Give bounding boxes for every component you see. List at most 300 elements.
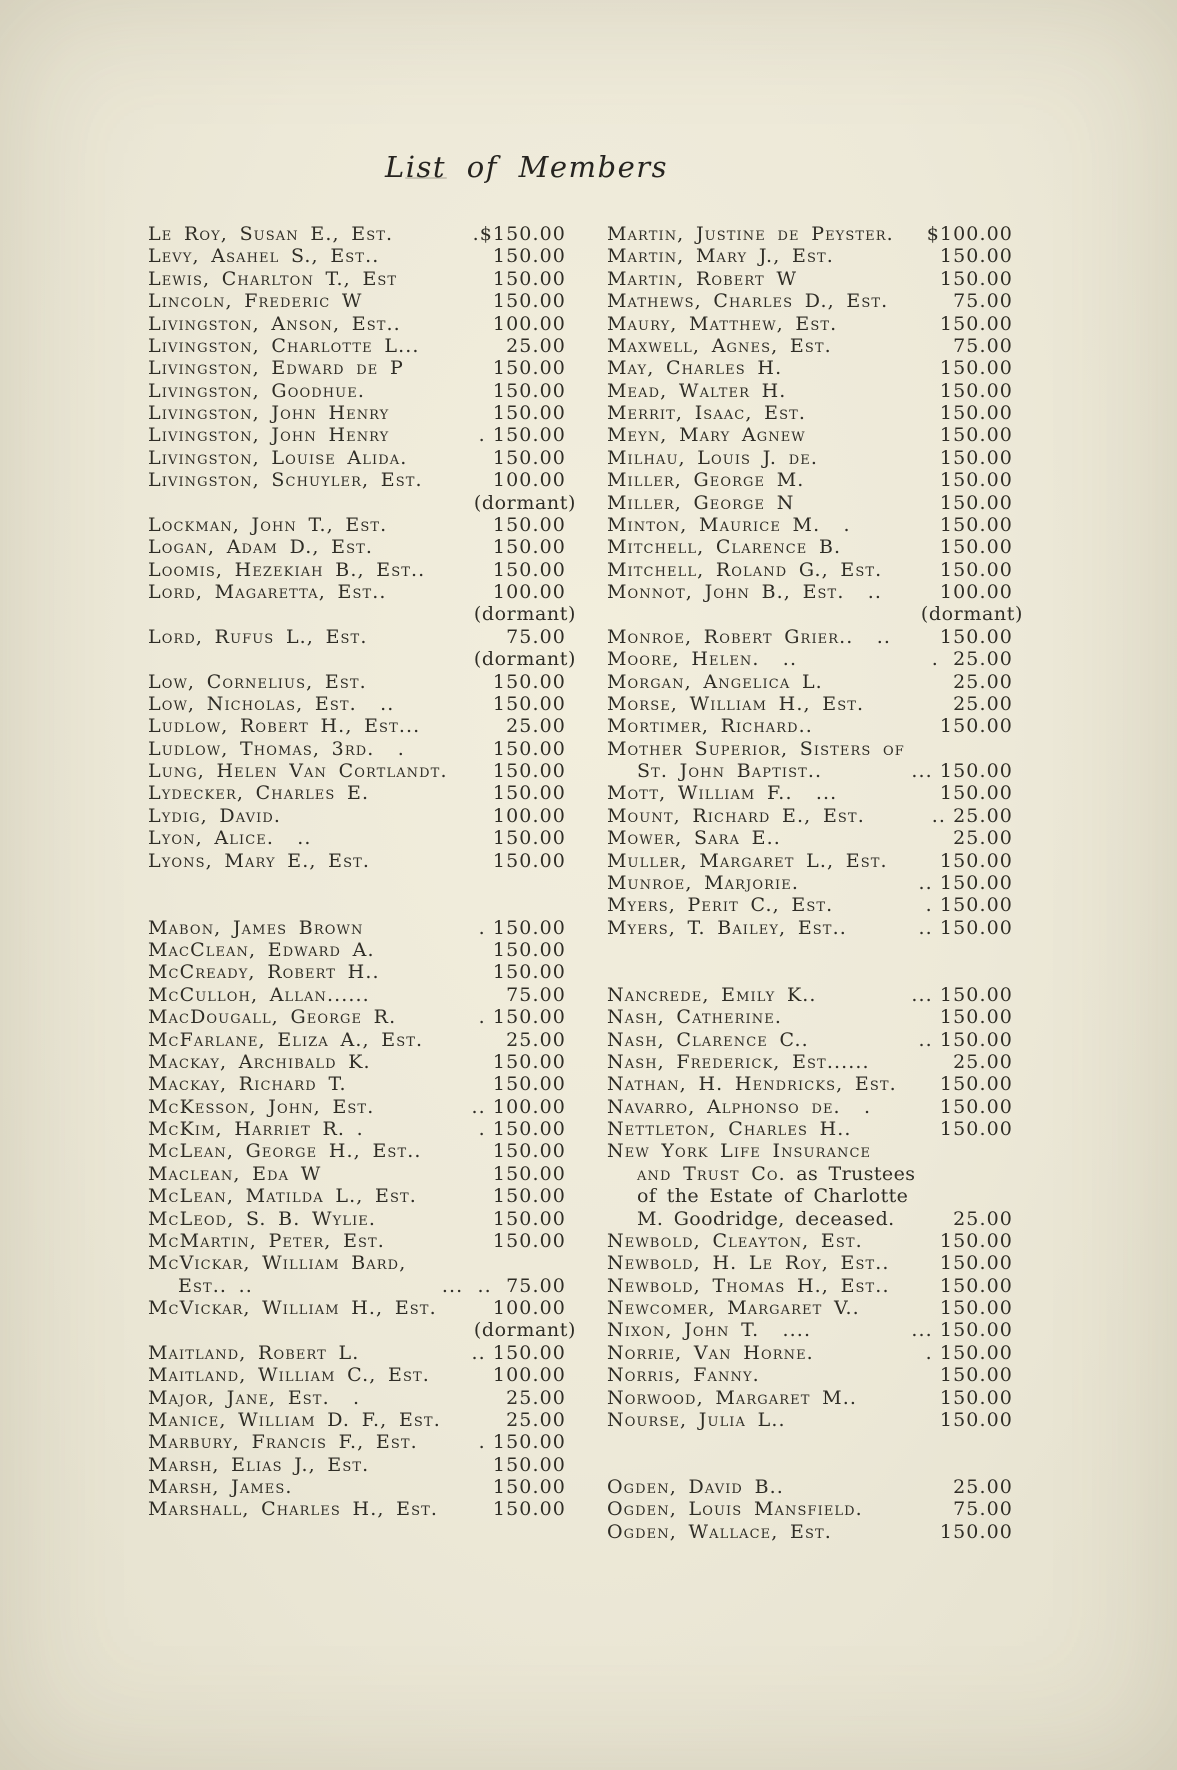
member-amount: 150.00 (492, 513, 566, 536)
member-name: McMartin, Peter, Est. (148, 1229, 385, 1252)
member-row (148, 1051, 566, 1073)
member-name: and Trust Co. as Trustees (637, 1162, 916, 1185)
member-amount: 25.00 (953, 670, 1013, 693)
member-row (148, 984, 566, 1006)
member-amount: 150.00 (492, 558, 566, 581)
member-amount: .. 25.00 (931, 804, 1013, 827)
member-row (148, 402, 566, 424)
member-amount: 150.00 (939, 849, 1013, 872)
member-row (607, 1208, 1013, 1230)
member-row (148, 1297, 566, 1319)
member-row (148, 559, 566, 581)
dormant-label: (dormant) (920, 603, 1023, 626)
member-name: Livingston, Charlotte L... (148, 334, 420, 357)
member-name: Mitchell, Roland G., Est. (607, 558, 883, 581)
member-amount: 150.00 (939, 312, 1013, 335)
member-amount: 150.00 (492, 1476, 566, 1498)
member-row (148, 1163, 566, 1185)
member-amount: 150.00 (939, 1229, 1013, 1252)
member-amount: 150.00 (492, 849, 566, 872)
member-amount: 150.00 (492, 402, 566, 424)
member-amount: . 150.00 (925, 894, 1013, 917)
member-amount: 25.00 (506, 1028, 566, 1051)
member-amount: .. 100.00 (471, 1095, 566, 1118)
member-name: Lydecker, Charles E. (148, 782, 370, 805)
member-row (607, 760, 1013, 782)
member-amount: 150.00 (939, 625, 1013, 648)
member-row (148, 939, 566, 961)
member-name: Mackay, Richard T. (148, 1073, 347, 1096)
member-name: May, Charles H. (607, 357, 783, 380)
member-row (148, 626, 566, 648)
member-row (148, 223, 566, 245)
member-name: Nourse, Julia L.. (607, 1408, 786, 1431)
member-name: Marshall, Charles H., Est. (148, 1498, 438, 1521)
member-name: MacClean, Edward A. (148, 939, 375, 961)
member-row (607, 738, 1013, 760)
member-name: McKim, Harriet R. . (148, 1118, 364, 1140)
member-amount: 150.00 (939, 513, 1013, 536)
member-name: MacDougall, George R. (148, 1006, 397, 1029)
member-name: McKesson, John, Est. (148, 1095, 375, 1118)
member-amount: . 150.00 (478, 1431, 566, 1454)
member-row (607, 245, 1013, 267)
member-amount: 150.00 (492, 1162, 566, 1185)
member-amount: 150.00 (492, 692, 566, 715)
member-name: St. John Baptist.. (637, 760, 823, 782)
member-name: Ogden, David B.. (607, 1476, 784, 1498)
member-name: Morgan, Angelica L. (607, 670, 823, 693)
member-amount: 75.00 (506, 625, 566, 648)
member-amount: 100.00 (492, 581, 566, 603)
member-name: Livingston, Goodhue. (148, 379, 365, 402)
member-name: Martin, Robert W (607, 267, 798, 290)
member-row (607, 1140, 1013, 1162)
member-row (607, 559, 1013, 581)
member-amount: 100.00 (492, 1364, 566, 1387)
member-name: Mother Superior, Sisters of (607, 737, 905, 760)
member-row (607, 536, 1013, 558)
member-name: McCulloh, Allan...... (148, 983, 370, 1006)
member-name: Newcomer, Margaret V.. (607, 1297, 860, 1319)
member-name: Martin, Mary J., Est. (607, 245, 834, 268)
member-name: Newbold, Thomas H., Est.. (607, 1274, 890, 1297)
member-name: Munroe, Marjorie. (607, 871, 799, 894)
member-name: Nettleton, Charles H.. (607, 1118, 852, 1140)
member-row (607, 872, 1013, 894)
member-name: Est.. .. (178, 1274, 253, 1297)
member-row (148, 738, 566, 760)
member-amount: 150.00 (492, 782, 566, 805)
member-row (607, 1319, 1013, 1341)
member-amount: 150.00 (492, 1185, 566, 1208)
member-row (148, 380, 566, 402)
member-row (607, 782, 1013, 804)
member-name: Ogden, Wallace, Est. (607, 1520, 832, 1543)
dormant-row (148, 491, 576, 514)
member-name: Lincoln, Frederic W (148, 290, 363, 313)
member-name: Mabon, James Brown (148, 916, 364, 939)
member-amount: . 150.00 (478, 424, 566, 447)
member-row (607, 805, 1013, 827)
member-name: Ludlow, Thomas, 3rd. . (148, 737, 405, 760)
member-name: Levy, Asahel S., Est.. (148, 245, 380, 268)
member-row (607, 1051, 1013, 1073)
member-name: Milhau, Louis J. de. (607, 446, 818, 469)
member-name: Low, Nicholas, Est. .. (148, 692, 395, 715)
member-name: Livingston, Louise Alida. (148, 446, 408, 469)
member-amount: 150.00 (939, 446, 1013, 469)
member-name: Miller, George M. (607, 469, 805, 492)
member-row (607, 827, 1013, 849)
member-name: Miller, George N (607, 491, 795, 514)
member-name: Nash, Catherine. (607, 1006, 782, 1029)
member-name: Maury, Matthew, Est. (607, 312, 838, 335)
member-row (148, 1476, 566, 1498)
member-row (148, 1409, 566, 1431)
member-name: Mount, Richard E., Est. (607, 804, 865, 827)
dormant-row (607, 603, 1023, 626)
member-amount: ... 150.00 (911, 760, 1013, 782)
member-name: Mott, William F.. ... (607, 782, 838, 805)
member-name: Nash, Clarence C.. (607, 1028, 809, 1051)
member-amount: 150.00 (939, 1006, 1013, 1029)
member-name: Lockman, John T., Est. (148, 513, 388, 536)
member-amount: 150.00 (939, 1095, 1013, 1118)
member-amount: 150.00 (492, 961, 566, 984)
member-amount: 150.00 (492, 379, 566, 402)
member-name: Maclean, Eda W (148, 1162, 322, 1185)
member-amount: 150.00 (939, 357, 1013, 380)
member-row (607, 626, 1013, 648)
member-amount: 150.00 (492, 1498, 566, 1521)
member-amount: 25.00 (953, 692, 1013, 715)
member-name: Livingston, John Henry (148, 424, 390, 447)
member-amount: 150.00 (492, 1207, 566, 1230)
member-row (148, 581, 566, 603)
member-amount: 25.00 (506, 715, 566, 738)
member-row (148, 917, 566, 939)
member-name: Lung, Helen Van Cortlandt. (148, 760, 448, 782)
member-row (148, 1364, 566, 1386)
member-name: Norris, Fanny. (607, 1364, 760, 1387)
member-amount: 25.00 (506, 1386, 566, 1409)
member-amount: 150.00 (492, 1229, 566, 1252)
member-name: Norwood, Margaret M.. (607, 1386, 857, 1409)
member-name: McVickar, William H., Est. (148, 1297, 437, 1319)
member-row (148, 335, 566, 357)
member-name: Marsh, James. (148, 1476, 293, 1498)
member-amount: . 25.00 (931, 648, 1013, 671)
member-name: Mitchell, Clarence B. (607, 536, 842, 559)
member-name: McLean, George H., Est.. (148, 1140, 422, 1163)
member-amount: 100.00 (492, 1297, 566, 1319)
member-row (148, 805, 566, 827)
member-amount: 25.00 (953, 827, 1013, 850)
member-row (607, 380, 1013, 402)
member-name: Monroe, Robert Grier.. .. (607, 625, 891, 648)
member-row (607, 715, 1013, 737)
member-row (607, 671, 1013, 693)
member-row (607, 850, 1013, 872)
member-row (607, 514, 1013, 536)
member-row (148, 447, 566, 469)
member-name: Lyons, Mary E., Est. (148, 849, 371, 872)
member-row (148, 268, 566, 290)
member-row (148, 424, 566, 446)
member-amount: .. 150.00 (918, 871, 1013, 894)
member-amount: 150.00 (939, 1274, 1013, 1297)
member-row (148, 1096, 566, 1118)
member-amount: 100.00 (492, 804, 566, 827)
member-row (148, 1140, 566, 1162)
member-name: of the Estate of Charlotte (637, 1185, 909, 1208)
member-row (148, 1185, 566, 1207)
member-amount: ... .. 75.00 (441, 1274, 566, 1297)
member-name: Minton, Maurice M. . (607, 513, 851, 536)
member-name: Lewis, Charlton T., Est (148, 267, 398, 290)
member-row (607, 1476, 1013, 1498)
member-row (607, 1409, 1013, 1431)
member-name: Major, Jane, Est. . (148, 1386, 361, 1409)
member-name: Livingston, John Henry (148, 402, 390, 424)
member-name: Mead, Walter H. (607, 379, 787, 402)
member-name: Low, Cornelius, Est. (148, 670, 367, 693)
member-amount: 150.00 (939, 1073, 1013, 1096)
member-name: McFarlane, Eliza A., Est. (148, 1028, 424, 1051)
member-name: Muller, Margaret L., Est. (607, 849, 888, 872)
member-amount: 150.00 (492, 1050, 566, 1073)
member-row (607, 357, 1013, 379)
member-name: Maxwell, Agnes, Est. (607, 334, 832, 357)
member-amount: 150.00 (939, 491, 1013, 514)
blank-row (607, 939, 1013, 961)
member-row (148, 245, 566, 267)
member-row (607, 402, 1013, 424)
member-amount: 150.00 (492, 290, 566, 313)
member-row (607, 335, 1013, 357)
member-row (607, 424, 1013, 446)
member-row (607, 1297, 1013, 1319)
member-amount: .. 150.00 (918, 1028, 1013, 1051)
member-amount: 150.00 (939, 1118, 1013, 1140)
member-row (148, 715, 566, 737)
member-name: Newbold, H. Le Roy, Est.. (607, 1252, 890, 1275)
member-row (607, 290, 1013, 312)
member-name: Manice, William D. F., Est. (148, 1408, 441, 1431)
member-amount: . 150.00 (478, 1006, 566, 1029)
member-name: New York Life Insurance (607, 1140, 872, 1163)
member-name: McCready, Robert H.. (148, 961, 380, 984)
blank-row (148, 894, 566, 916)
member-amount: . 150.00 (925, 1341, 1013, 1364)
member-row (148, 1252, 566, 1274)
member-row (607, 1118, 1013, 1140)
member-row (607, 1498, 1013, 1520)
member-row (607, 469, 1013, 491)
member-row (607, 1163, 1013, 1185)
member-row (148, 782, 566, 804)
member-name: Marbury, Francis F., Est. (148, 1431, 418, 1454)
member-row (148, 693, 566, 715)
member-amount: 150.00 (939, 1408, 1013, 1431)
column-left (148, 223, 576, 1521)
member-row (607, 1252, 1013, 1274)
member-name: Nixon, John T. .... (607, 1319, 812, 1342)
dormant-label: (dormant) (473, 491, 576, 514)
member-amount: 150.00 (492, 536, 566, 559)
member-row (148, 671, 566, 693)
member-amount: 150.00 (939, 379, 1013, 402)
member-name: McLeod, S. B. Wylie. (148, 1207, 377, 1230)
member-name: Ludlow, Robert H., Est... (148, 715, 421, 738)
member-amount: 150.00 (939, 267, 1013, 290)
member-name: Livingston, Edward de P (148, 357, 404, 380)
member-row (607, 1275, 1013, 1297)
member-name: Monnot, John B., Est. .. (607, 581, 883, 603)
member-amount: . 150.00 (478, 916, 566, 939)
member-amount: ... 150.00 (911, 1319, 1013, 1342)
member-row (148, 290, 566, 312)
member-name: Mathews, Charles D., Est. (607, 290, 889, 313)
member-amount: 150.00 (492, 670, 566, 693)
member-name: Meyn, Mary Agnew (607, 424, 806, 447)
column-right (607, 223, 1023, 1543)
member-name: Logan, Adam D., Est. (148, 536, 374, 559)
member-name: Le Roy, Susan E., Est. (148, 223, 394, 245)
member-amount: 150.00 (492, 939, 566, 961)
member-row (607, 581, 1013, 603)
member-row (607, 1521, 1013, 1543)
member-amount: 25.00 (506, 1408, 566, 1431)
member-amount: 150.00 (939, 1364, 1013, 1387)
member-name: Moore, Helen. .. (607, 648, 798, 671)
member-row (148, 1029, 566, 1051)
member-name: Livingston, Anson, Est.. (148, 312, 401, 335)
member-amount: 150.00 (492, 1453, 566, 1476)
member-amount: 150.00 (939, 469, 1013, 492)
member-amount: 150.00 (939, 1252, 1013, 1275)
member-name: M. Goodridge, deceased. (637, 1207, 895, 1230)
member-amount: 75.00 (953, 334, 1013, 357)
member-row (148, 1275, 566, 1297)
member-name: Nancrede, Emily K.. (607, 983, 817, 1006)
member-name: Myers, T. Bailey, Est.. (607, 916, 847, 939)
member-amount: 150.00 (492, 827, 566, 850)
member-amount: 25.00 (953, 1050, 1013, 1073)
member-amount: $100.00 (926, 223, 1013, 245)
member-name: Lydig, David. (148, 804, 281, 827)
member-amount: 150.00 (492, 1073, 566, 1096)
member-amount: 150.00 (939, 402, 1013, 424)
member-amount: 150.00 (492, 737, 566, 760)
member-amount: 100.00 (492, 469, 566, 492)
member-row (607, 1073, 1013, 1095)
member-row (148, 1342, 566, 1364)
member-name: Lord, Rufus L., Est. (148, 625, 368, 648)
member-name: Nash, Frederick, Est...... (607, 1050, 870, 1073)
member-amount: 150.00 (939, 536, 1013, 559)
dormant-row (148, 648, 576, 671)
member-amount: 150.00 (492, 267, 566, 290)
member-name: Morse, William H., Est. (607, 692, 865, 715)
member-name: Myers, Perit C., Est. (607, 894, 834, 917)
dormant-label: (dormant) (473, 648, 576, 671)
member-row (607, 268, 1013, 290)
member-amount: .$150.00 (472, 223, 566, 245)
member-row (148, 469, 566, 491)
member-row (148, 1208, 566, 1230)
member-amount: . 150.00 (478, 1118, 566, 1140)
member-row (148, 760, 566, 782)
member-amount: 25.00 (953, 1207, 1013, 1230)
member-name: Ogden, Louis Mansfield. (607, 1498, 863, 1521)
member-row (607, 1364, 1013, 1386)
member-name: Marsh, Elias J., Est. (148, 1453, 370, 1476)
member-row (607, 917, 1013, 939)
dormant-row (148, 1319, 576, 1342)
member-amount: .. 150.00 (918, 916, 1013, 939)
blank-row (148, 872, 566, 894)
member-name: McLean, Matilda L., Est. (148, 1185, 417, 1208)
member-row (607, 1185, 1013, 1207)
member-row (148, 514, 566, 536)
member-amount: 150.00 (492, 760, 566, 782)
member-amount: .. 150.00 (471, 1341, 566, 1364)
dormant-label: (dormant) (473, 603, 576, 626)
page-title: List of Members (384, 150, 669, 184)
blank-row (607, 1454, 1013, 1476)
member-name: Norrie, Van Horne. (607, 1341, 814, 1364)
member-amount: 150.00 (939, 782, 1013, 805)
member-amount: 75.00 (506, 983, 566, 1006)
member-name: Martin, Justine de Peyster. (607, 223, 894, 245)
member-name: Newbold, Cleayton, Est. (607, 1229, 863, 1252)
member-name: Nathan, H. Hendricks, Est. (607, 1073, 897, 1096)
member-amount: 25.00 (953, 1476, 1013, 1498)
member-row (148, 357, 566, 379)
member-amount: 75.00 (953, 290, 1013, 313)
member-row (148, 850, 566, 872)
member-name: Mackay, Archibald K. (148, 1050, 371, 1073)
member-amount: 100.00 (939, 581, 1013, 603)
member-row (607, 223, 1013, 245)
member-row (148, 961, 566, 983)
member-amount: 150.00 (492, 446, 566, 469)
member-name: Mower, Sara E.. (607, 827, 781, 850)
member-row (148, 1431, 566, 1453)
member-name: Navarro, Alphonso de. . (607, 1095, 872, 1118)
member-amount: 150.00 (939, 715, 1013, 738)
blank-row (607, 1431, 1013, 1453)
member-amount: 150.00 (939, 1520, 1013, 1543)
member-row (148, 1006, 566, 1028)
blank-row (607, 961, 1013, 983)
member-row (148, 1073, 566, 1095)
member-amount: 75.00 (953, 1498, 1013, 1521)
member-row (607, 1006, 1013, 1028)
member-row (607, 1387, 1013, 1409)
member-row (607, 1096, 1013, 1118)
member-name: Maitland, Robert L. (148, 1341, 360, 1364)
member-row (148, 827, 566, 849)
member-row (607, 1029, 1013, 1051)
member-row (148, 1118, 566, 1140)
member-amount: 150.00 (492, 357, 566, 380)
member-name: Mortimer, Richard.. (607, 715, 813, 738)
member-name: Maitland, William C., Est. (148, 1364, 430, 1387)
member-row (148, 1454, 566, 1476)
